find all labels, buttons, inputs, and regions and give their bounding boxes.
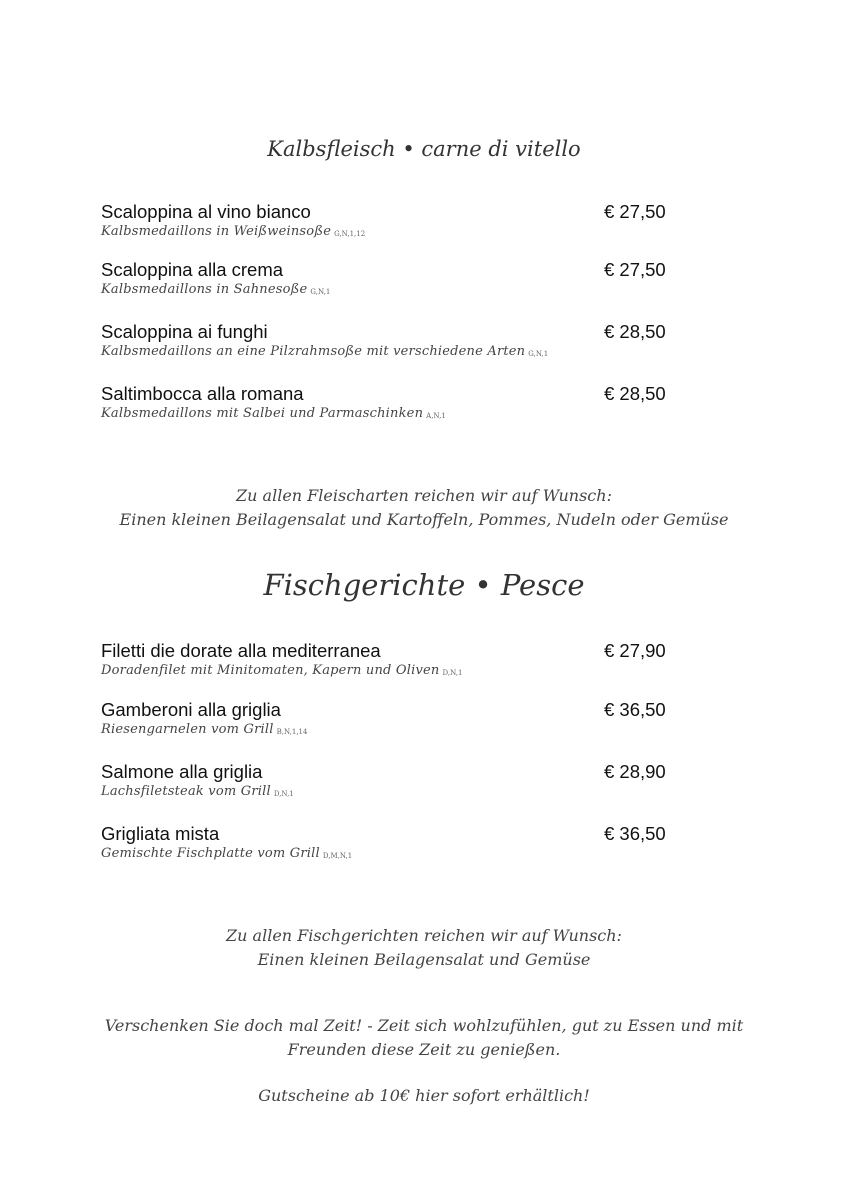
item-description: Lachsfiletsteak vom Grill D,N,1 — [101, 784, 294, 799]
item-name: Scaloppina alla crema — [101, 259, 284, 280]
item-name: Salmone alla griglia — [101, 761, 263, 782]
note-line: Zu allen Fischgerichten reichen wir auf Wunsch: — [226, 926, 622, 945]
item-description: Kalbsmedaillons in Sahnesoße G,N,1 — [101, 282, 331, 297]
menu-item — [101, 383, 681, 423]
menu-item — [101, 761, 681, 801]
menu-item — [101, 699, 681, 739]
item-price: € 36,50 — [604, 823, 666, 844]
menu-item — [101, 201, 681, 241]
item-name: Grigliata mista — [101, 823, 220, 844]
item-name: Filetti die dorate alla mediterranea — [101, 640, 381, 661]
note-line: Freunden diese Zeit zu genießen. — [287, 1040, 561, 1059]
item-price: € 27,90 — [604, 640, 666, 661]
allergen-codes: D,M,N,1 — [322, 852, 353, 860]
allergen-codes: G,N,1 — [528, 350, 549, 358]
item-price: € 28,90 — [604, 761, 666, 782]
item-description: Riesengarnelen vom Grill B,N,1,14 — [101, 722, 308, 737]
item-price: € 27,50 — [604, 259, 666, 280]
gift-note — [0, 1014, 848, 1062]
item-price: € 28,50 — [604, 383, 666, 404]
item-description: Doradenfilet mit Minitomaten, Kapern und Oliven D,N,1 — [101, 663, 463, 678]
allergen-codes: G,N,1,12 — [334, 230, 366, 238]
item-name: Scaloppina ai funghi — [101, 321, 268, 342]
item-name: Scaloppina al vino bianco — [101, 201, 311, 222]
note-line: Zu allen Fleischarten reichen wir auf Wunsch: — [236, 486, 612, 505]
voucher-note: Gutscheine ab 10€ hier sofort erhältlich! — [258, 1086, 590, 1105]
item-name: Gamberoni alla griglia — [101, 699, 281, 720]
fish-section-title: Fischgerichte • Pesce — [263, 568, 585, 602]
item-name: Saltimbocca alla romana — [101, 383, 304, 404]
item-description: Kalbsmedaillons an eine Pilzrahmsoße mit verschiedene Arten G,N,1 — [101, 344, 549, 359]
allergen-codes: D,N,1 — [442, 669, 463, 677]
allergen-codes: A,N,1 — [426, 412, 446, 420]
item-price: € 36,50 — [604, 699, 666, 720]
item-description: Gemischte Fischplatte vom Grill D,M,N,1 — [101, 846, 353, 861]
fish-side-note — [0, 924, 848, 972]
note-line: Einen kleinen Beilagensalat und Kartoffeln, Pommes, Nudeln oder Gemüse — [119, 510, 729, 529]
menu-item — [101, 823, 681, 863]
veal-section-title: Kalbsfleisch • carne di vitello — [267, 137, 581, 161]
veal-side-note — [0, 484, 848, 532]
item-description: Kalbsmedaillons mit Salbei und Parmaschinken A,N,1 — [101, 406, 446, 421]
allergen-codes: B,N,1,14 — [276, 728, 308, 736]
item-price: € 28,50 — [604, 321, 666, 342]
item-price: € 27,50 — [604, 201, 666, 222]
note-line: Verschenken Sie doch mal Zeit! - Zeit sich wohlzufühlen, gut zu Essen und mit — [104, 1016, 744, 1035]
allergen-codes: G,N,1 — [310, 288, 331, 296]
menu-item — [101, 321, 681, 361]
allergen-codes: D,N,1 — [273, 790, 294, 798]
note-line: Einen kleinen Beilagensalat und Gemüse — [257, 950, 591, 969]
menu-item — [101, 640, 681, 680]
item-description: Kalbsmedaillons in Weißweinsoße G,N,1,12 — [101, 224, 366, 239]
menu-item — [101, 259, 681, 299]
